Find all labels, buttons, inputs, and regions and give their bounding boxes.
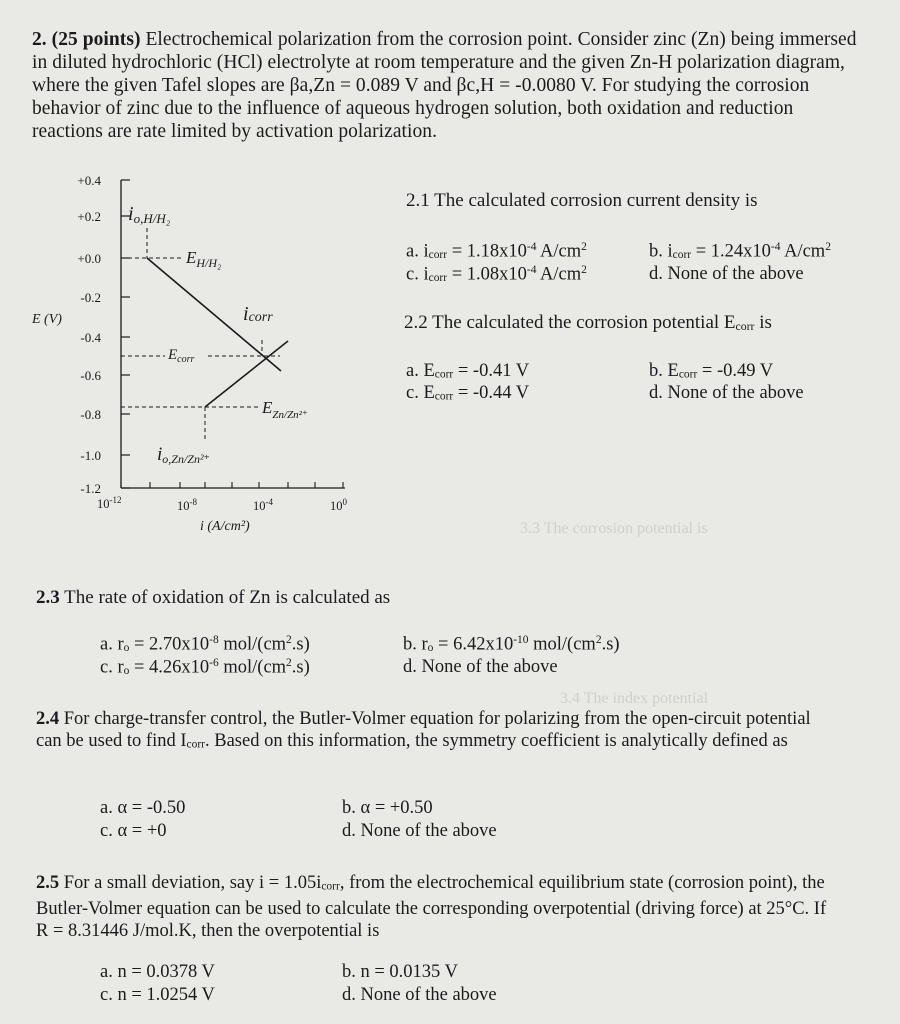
question-2-3-option-d[interactable]: d. None of the above	[403, 657, 558, 677]
question-2-4-option-c[interactable]: c. α = +0	[100, 821, 167, 841]
icorr-label: icorr	[243, 303, 273, 325]
question-2-4-title: 2.4 For charge-transfer control, the Butler-Volmer equation for polarizing from the open-circuit potential can be used to find Icorr. Based on this information, the symmetry coefficient is analytically defined as	[36, 709, 811, 751]
question-2-4-option-d[interactable]: d. None of the above	[342, 821, 497, 841]
question-2-2-option-d[interactable]: d. None of the above	[649, 383, 804, 403]
y-tick-label: -1.0	[80, 448, 101, 463]
question-2-5-title: 2.5 For a small deviation, say i = 1.05icorr, from the electrochemical equilibrium state (corrosion point), the Butler-Volmer equation can be used to calculate the corresponding overpotential (driving force) at 25°C. If R = 8.31446 J/mol.K, then the overpotential is	[36, 873, 827, 941]
problem-statement	[32, 28, 862, 143]
question-2-5-option-a[interactable]: a. n = 0.0378 V	[100, 962, 215, 982]
y-tick-label: -0.4	[80, 330, 101, 345]
io-h-label: io,H/H₂	[128, 203, 171, 226]
question-2-1-title: 2.1 The calculated corrosion current density is	[406, 190, 758, 211]
y-tick-label: +0.4	[77, 173, 101, 188]
question-2-5-option-b[interactable]: b. n = 0.0135 V	[342, 962, 458, 982]
bleed-through-text: 3.4 The index potential	[560, 690, 709, 707]
x-tick-label: $10^{-12}$	[97, 495, 122, 511]
ecorr-label: $E_{corr}$	[168, 347, 195, 365]
question-2-3-option-b[interactable]: b. ro = $6.42x10^{-10}$ mol/$(cm^2.s)$	[403, 634, 620, 655]
question-2-1-option-a[interactable]: a. icorr = $1.18x10^{-4}$ $A/cm^2$	[406, 241, 587, 262]
y-axis-label: E (V)	[32, 312, 62, 327]
question-2-4-option-b[interactable]: b. α = +0.50	[342, 798, 433, 818]
y-tick-label: +0.2	[77, 209, 101, 224]
x-tick-label: $10^{-8}$	[177, 497, 197, 513]
question-2-1-option-d[interactable]: d. None of the above	[649, 264, 804, 284]
y-tick-label: -0.6	[80, 368, 101, 383]
polarization-diagram	[0, 160, 400, 550]
question-2-2-option-c[interactable]: c. Ecorr = -0.44 V	[406, 383, 530, 403]
y-tick-label: -0.2	[80, 290, 101, 305]
question-2-5-option-d[interactable]: d. None of the above	[342, 985, 497, 1005]
problem-number: 2.	[32, 29, 47, 50]
io-zn-label: io,Zn/Zn²⁺	[157, 444, 210, 466]
bleed-through-text: 3.3 The corrosion potential is	[520, 520, 708, 537]
x-axis-label: i (A/cm²)	[200, 519, 250, 534]
problem-text: Electrochemical polarization from the corrosion point. Consider zinc (Zn) being immersed in diluted hydrochloric (HCl) electrolyte at room temperature and the given Zn-H polarization diagram, where the given Tafel slopes are βa,Zn = 0.089 V and βc,H = -0.0080 V. For studying the corrosion behavior of zinc due to the influence of aqueous hydrogen solution, both oxidation and reduction reactions are rate limited by activation polarization.	[32, 29, 857, 142]
x-tick-label: $10^{-4}$	[253, 497, 273, 513]
question-2-3-option-a[interactable]: a. ro = $2.70x10^{-8}$ mol/$(cm^2.s)$	[100, 634, 310, 655]
question-2-1-option-b[interactable]: b. icorr = $1.24x10^{-4}$ $A/cm^2$	[649, 241, 831, 262]
question-2-2-title: 2.2 The calculated the corrosion potential Ecorr is	[404, 312, 772, 333]
e-zn-label: $E_{Zn/Zn^{2+}}$	[262, 398, 308, 421]
y-tick-label: +0.0	[77, 251, 101, 266]
y-tick-label: -1.2	[80, 481, 101, 496]
problem-points: (25 points)	[51, 29, 141, 50]
zinc-oxidation-line	[205, 341, 288, 407]
question-2-4-option-a[interactable]: a. α = -0.50	[100, 798, 186, 818]
question-2-3-text: The rate of oxidation of Zn is calculated as	[59, 587, 391, 608]
x-tick-label: $10^0$	[330, 497, 347, 513]
question-2-3-title	[36, 587, 390, 609]
question-2-1-option-c[interactable]: c. icorr = $1.08x10^{-4}$ $A/cm^2$	[406, 264, 587, 285]
y-tick-label: -0.8	[80, 407, 101, 422]
question-2-2-option-a[interactable]: a. Ecorr = -0.41 V	[406, 361, 530, 381]
question-2-3-option-c[interactable]: c. ro = $4.26x10^{-6}$ mol/$(cm^2.s)$	[100, 657, 310, 678]
e-h-label: $E_{H/H_2}$	[186, 248, 222, 270]
question-2-2-option-b[interactable]: b. Ecorr = -0.49 V	[649, 361, 774, 381]
question-2-3-number: 2.3	[36, 587, 60, 608]
question-2-5-option-c[interactable]: c. n = 1.0254 V	[100, 985, 215, 1005]
